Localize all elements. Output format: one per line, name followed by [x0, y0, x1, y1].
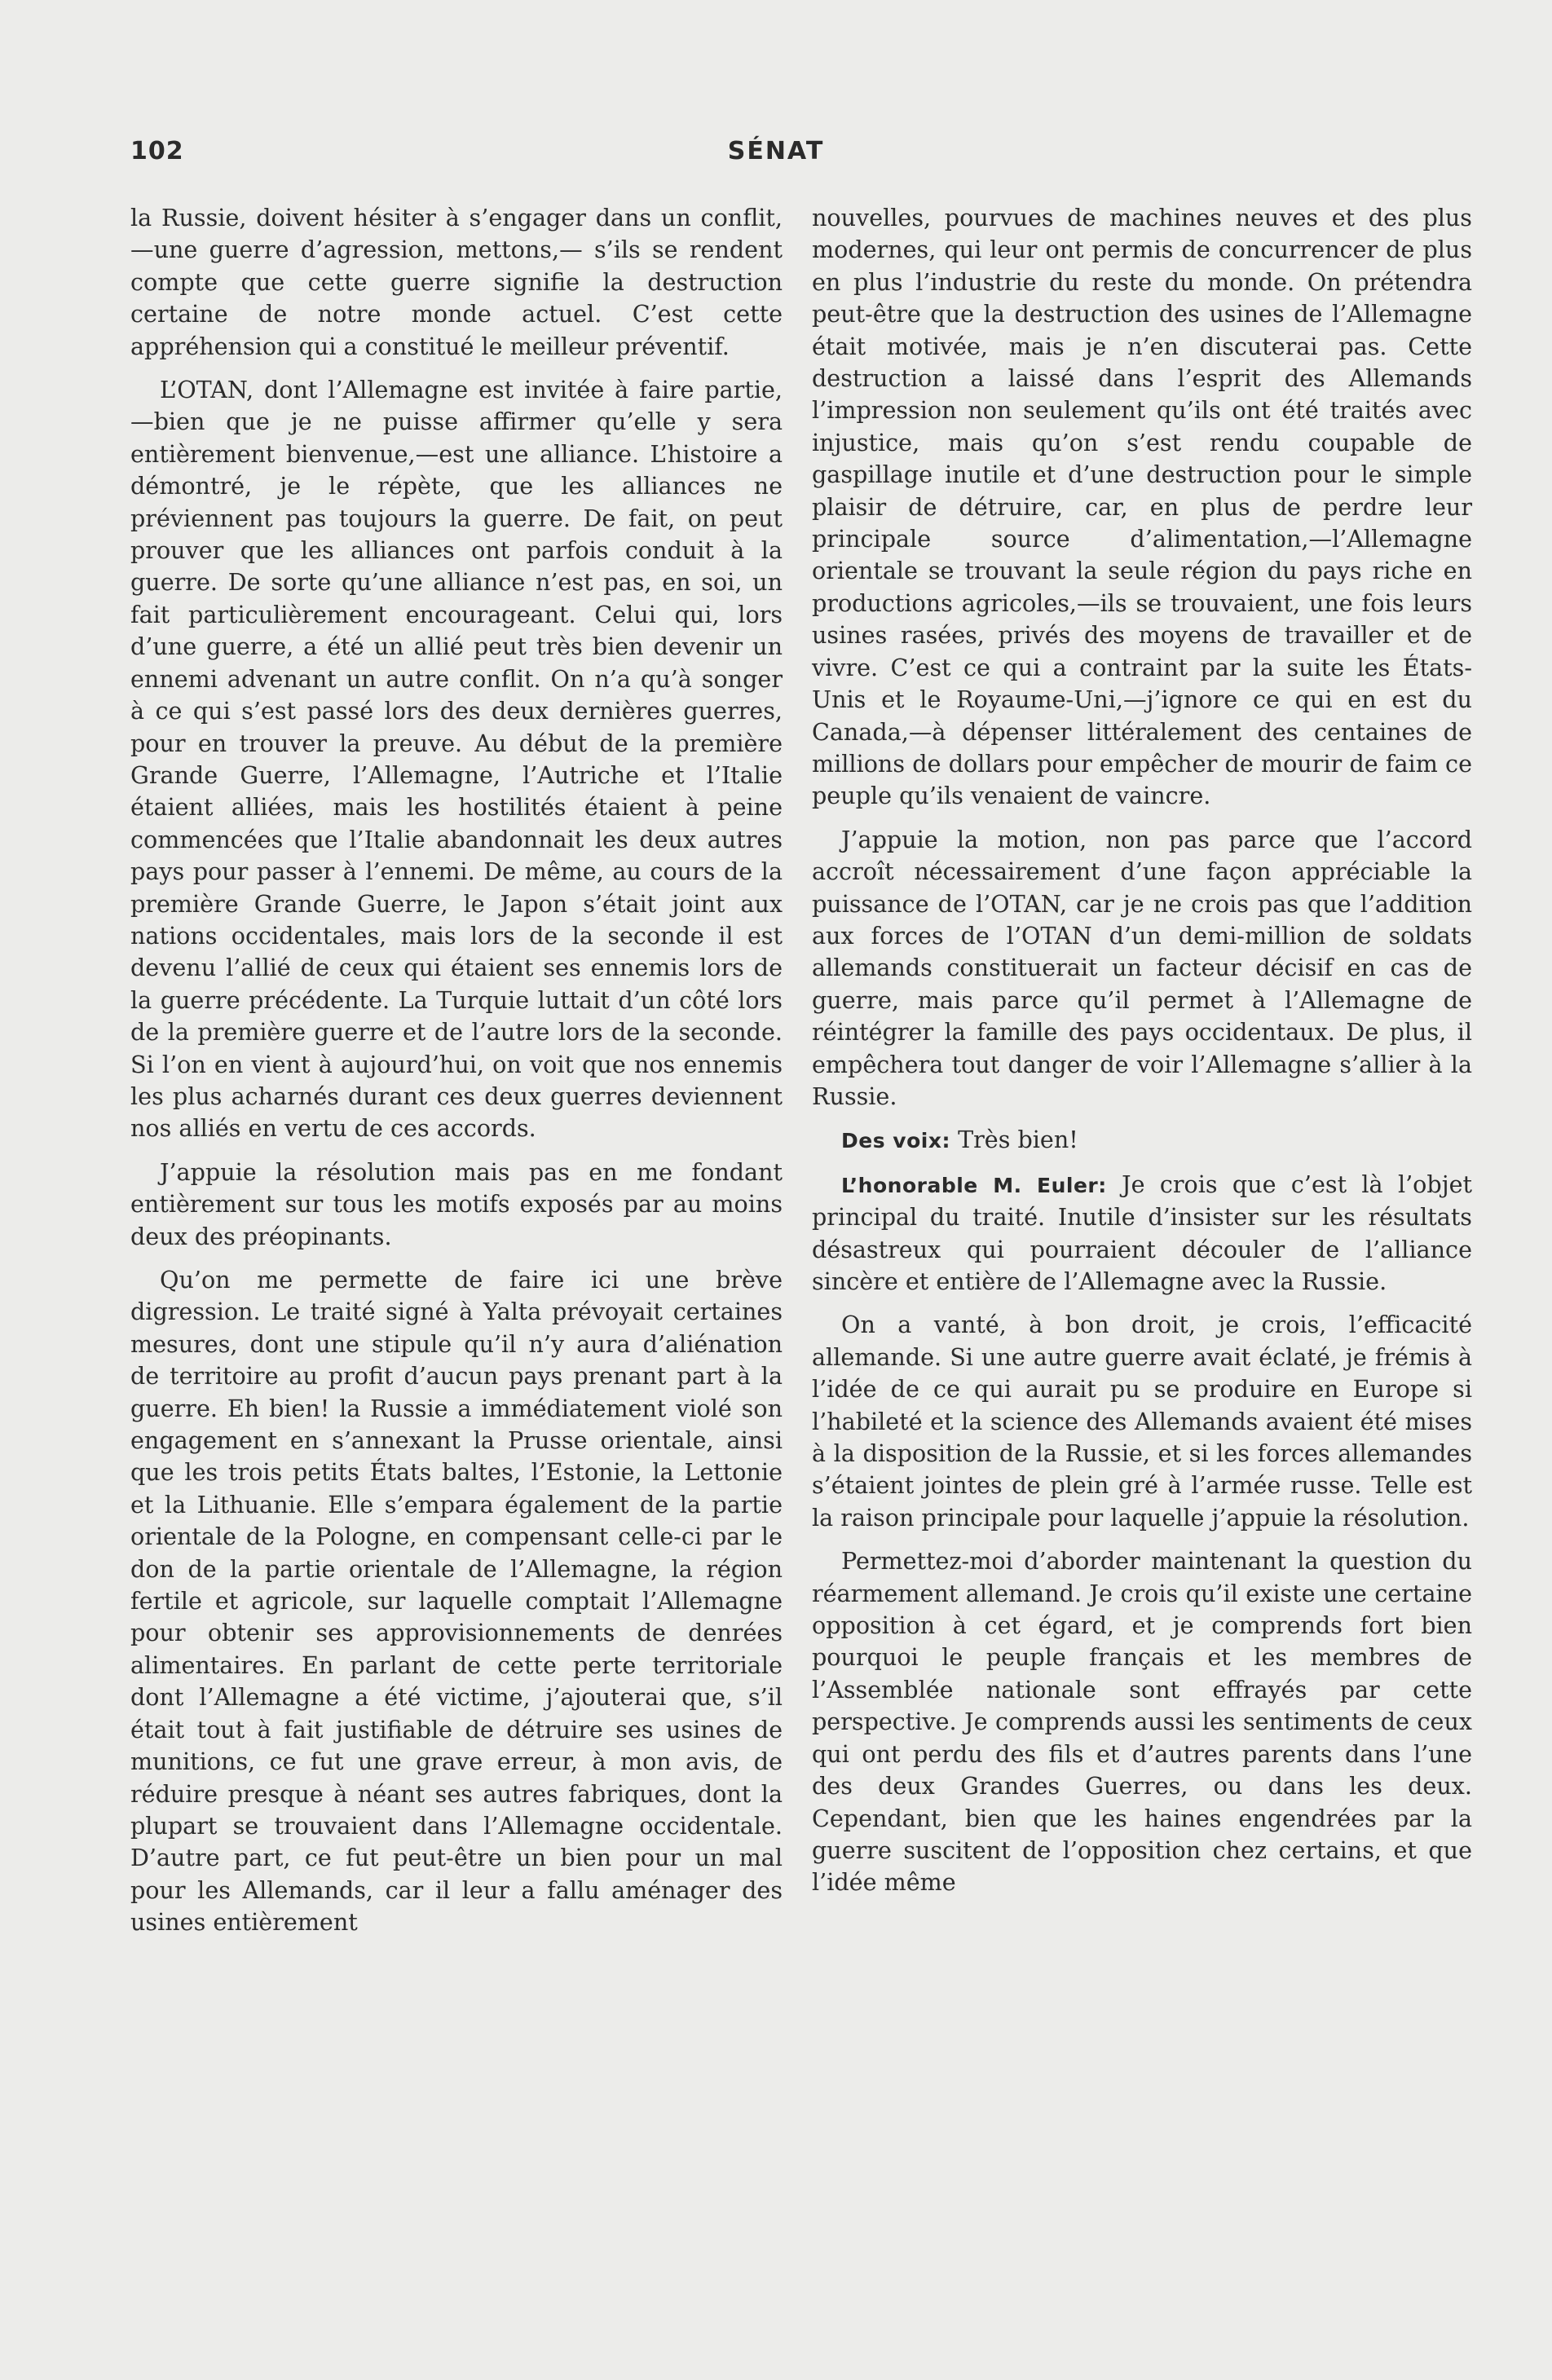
speech-text: Je crois que c’est là l’objet principal du traité. Inutile d’insister sur les résultats désastreux qui pourraient découler de l’alliance sincère et entière de l’Allemagne avec la Russie. [812, 1170, 1472, 1295]
paragraph: J’appuie la résolution mais pas en me fondant entièrement sur tous les motifs exposés par au moins deux des préopinants. [130, 1157, 783, 1250]
paragraph: nouvelles, pourvues de machines neuves et des plus modernes, qui leur ont permis de concurrencer de plus en plus l’industrie du reste du monde. On prétendra peut-être que la destruction des usines de l’Allemagne était motivée, mais je n’en discuterai pas. Cette destruction a laissé dans l’esprit des Allemands l’impression non seulement qu’ils ont été traités avec injustice, mais qu’on s’est rendu coupable de gaspillage inutile et d’une destruction pour le simple plaisir de détruire, car, en plus de perdre leur principale source d’alimentation,—l’Allemagne orientale se trouvant la seule région du pays riche en productions agricoles,—ils se trouvaient, une fois leurs usines rasées, privés des moyens de travailler et de vivre. C’est ce qui a contraint par la suite les États-Unis et le Royaume-Uni,—j’ignore ce qui en est du Canada,—à dépenser littéralement des centaines de millions de dollars pour empêcher de mourir de faim ce peuple qu’ils venaient de vaincre. [812, 204, 1472, 810]
page-number: 102 [130, 137, 184, 165]
paragraph: Permettez-moi d’aborder maintenant la question du réarmement allemand. Je crois qu’il existe une certaine opposition à cet égard, et je comprends fort bien pourquoi le peuple français et les membres de l’Assemblée nationale sont effrayés par cette perspective. Je comprends aussi les sentiments de ceux qui ont perdu des fils et d’autres parents dans l’une des deux Grandes Guerres, ou dans les deux. Cependant, bien que les haines engendrées par la guerre suscitent de l’opposition chez certains, et que l’idée même [812, 1547, 1472, 1897]
paragraph: J’appuie la motion, non pas parce que l’accord accroît nécessairement d’une façon appréciable la puissance de l’OTAN, car je ne crois pas que l’addition aux forces de l’OTAN d’un demi-million de soldats allemands constituerait un facteur décisif en cas de guerre, mais parce qu’il permet à l’Allemagne de réintégrer la famille des pays occidentaux. De plus, il empêchera tout danger de voir l’Allemagne s’allier à la Russie. [812, 825, 1472, 1110]
speech-text: Très bien! [958, 1126, 1078, 1154]
paragraph: Qu’on me permette de faire ici une brève digression. Le traité signé à Yalta prévoyait certaines mesures, dont une stipule qu’il n’y aura d’aliénation de territoire au profit d’aucun pays prenant part à la guerre. Eh bien! la Russie a immédiatement violé son engagement en s’annexant la Prusse orientale, ainsi que les trois petits États baltes, l’Estonie, la Lettonie et la Lithuanie. Elle s’empara également de la partie orientale de la Pologne, en compensant celle-ci par le don de la partie orientale de l’Allemagne, la région fertile et agricole, sur laquelle comptait l’Allemagne pour obtenir ses approvisionnements de denrées alimentaires. En parlant de cette perte territoriale dont l’Allemagne a été victime, j’ajouterai que, s’il était tout à fait justifiable de détruire ses usines de munitions, ce fut une grave erreur, à mon avis, de réduire presque à néant ses autres fabriques, dont la plupart se trouvaient dans l’Allemagne occidentale. D’autre part, ce fut peut-être un bien pour un mal pour les Allemands, car il leur a fallu aménager des usines entièrement [130, 1266, 783, 1937]
right-column [812, 202, 1472, 1911]
running-head: SÉNAT [727, 137, 825, 165]
paragraph: L’OTAN, dont l’Allemagne est invitée à faire partie,—bien que je ne puisse affirmer qu’elle y sera entièrement bienvenue,—est une alliance. L’histoire a démontré, je le répète, que les alliances ne préviennent pas toujours la guerre. De fait, on peut prouver que les alliances ont parfois conduit à la guerre. De sorte qu’une alliance n’est pas, en soi, un fait particulièrement encourageant. Celui qui, lors d’une guerre, a été un allié peut très bien devenir un ennemi advenant un autre conflit. On n’a qu’à songer à ce qui s’est passé lors des deux dernières guerres, pour en trouver la preuve. Au début de la première Grande Guerre, l’Allemagne, l’Autriche et l’Italie étaient alliées, mais les hostilités étaient à peine commencées que l’Italie abandonnait les deux autres pays pour passer à l’ennemi. De même, au cours de la première Grande Guerre, le Japon s’était joint aux nations occidentales, mais lors de la seconde il est devenu l’allié de ceux qui étaient ses ennemis lors de la guerre précédente. La Turquie luttait d’un côté lors de la première guerre et de l’autre lors de la seconde. Si l’on en vient à aujourd’hui, on voit que nos ennemis les plus acharnés durant ces deux guerres deviennent nos alliés en vertu de ces accords. [130, 376, 783, 1143]
paragraph: On a vanté, à bon droit, je crois, l’efficacité allemande. Si une autre guerre avait éclaté, je frémis à l’idée de ce qui aurait pu se produire en Europe si l’habileté et la science des Allemands avaient été mises à la disposition de la Russie, et si les forces allemandes s’étaient jointes de plein gré à l’armée russe. Telle est la raison principale pour laquelle j’appuie la résolution. [812, 1311, 1472, 1532]
speaker-label: Des voix: [841, 1129, 950, 1153]
paragraph: la Russie, doivent hésiter à s’engager dans un conflit,—une guerre d’agression, mettons,— s’ils se rendent compte que cette guerre signifie la destruction certaine de notre monde actuel. C’est cette appréhension qui a constitué le meilleur préventif. [130, 204, 783, 360]
speech-euler [812, 1169, 1472, 1298]
speaker-label: L’honorable M. Euler: [841, 1173, 1107, 1197]
left-column [130, 202, 783, 1950]
speech-voices [812, 1124, 1472, 1157]
